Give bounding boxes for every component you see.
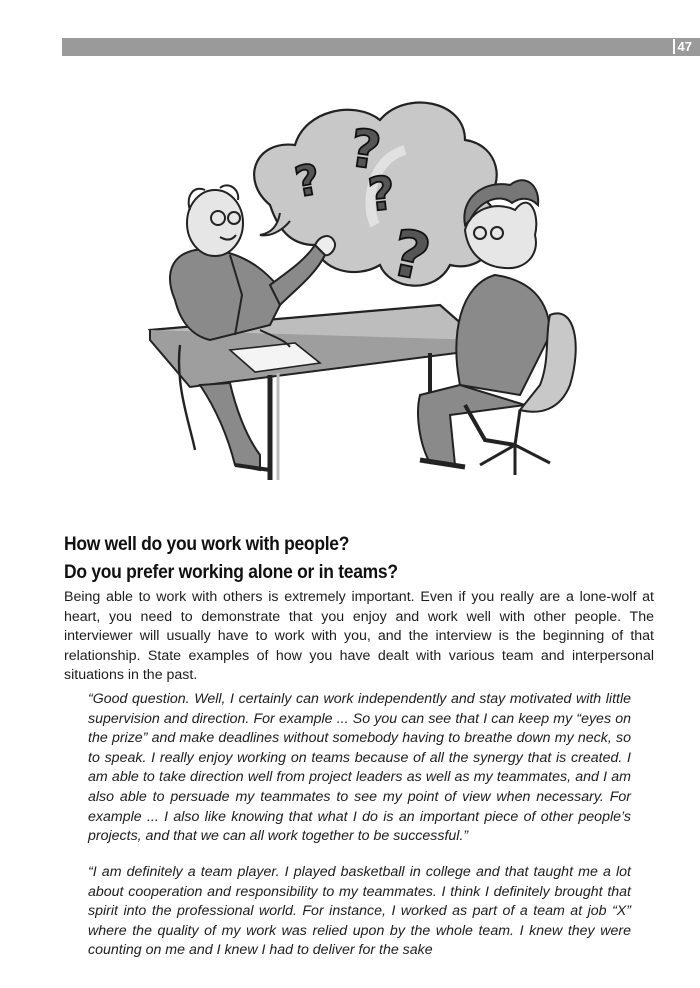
question-mark-4: ? [384, 216, 437, 297]
interview-illustration [120, 85, 590, 490]
sample-answer-1: “Good question. Well, I certainly can work independently and stay motivated with little supervision and direction. For example ... So you can see that I can keep my “eyes on the prize” and make deadlines without somebody having to breathe down my neck, so to speak. I really enjoy working on teams because of all the synergy that is created. I am able to take direction well from project leaders as well as my teammates, and I am also able to persuade my teammates to see my point of view when necessary. For example ... I also like knowing that what I do is an important piece of other people’s projects, and that we can all work together to be successful.” [88, 691, 631, 845]
sample-answer-2: “I am definitely a team player. I played basketball in college and that taught me a lot about cooperation and responsibility to my teammates. I think I definitely brought that spirit into the professional world. For instance, I worked as part of a team at job “X” where the quality of my work was relied upon by the whole team. I knew they were counting on me and I knew I had to deliver for the sake [88, 864, 631, 959]
question-mark-2: ? [346, 118, 385, 183]
section-heading-line-2: Do you prefer working alone or in teams? [64, 562, 398, 583]
question-mark-1: ? [291, 154, 324, 207]
page-number: 47 [673, 39, 692, 54]
section-heading-line-1: How well do you work with people? [64, 534, 350, 555]
question-mark-3: ? [365, 165, 398, 222]
body-paragraph: Being able to work with others is extremely important. Even if you really are a lone-wolf at heart, you need to demonstrate that you enjoy and work well with other people. The interviewer will usually have to work with you, and the interview is the beginning of that relationship. State examples of how you have dealt with various team and interpersonal situations in the past. [64, 589, 654, 683]
header-bar [62, 38, 700, 56]
